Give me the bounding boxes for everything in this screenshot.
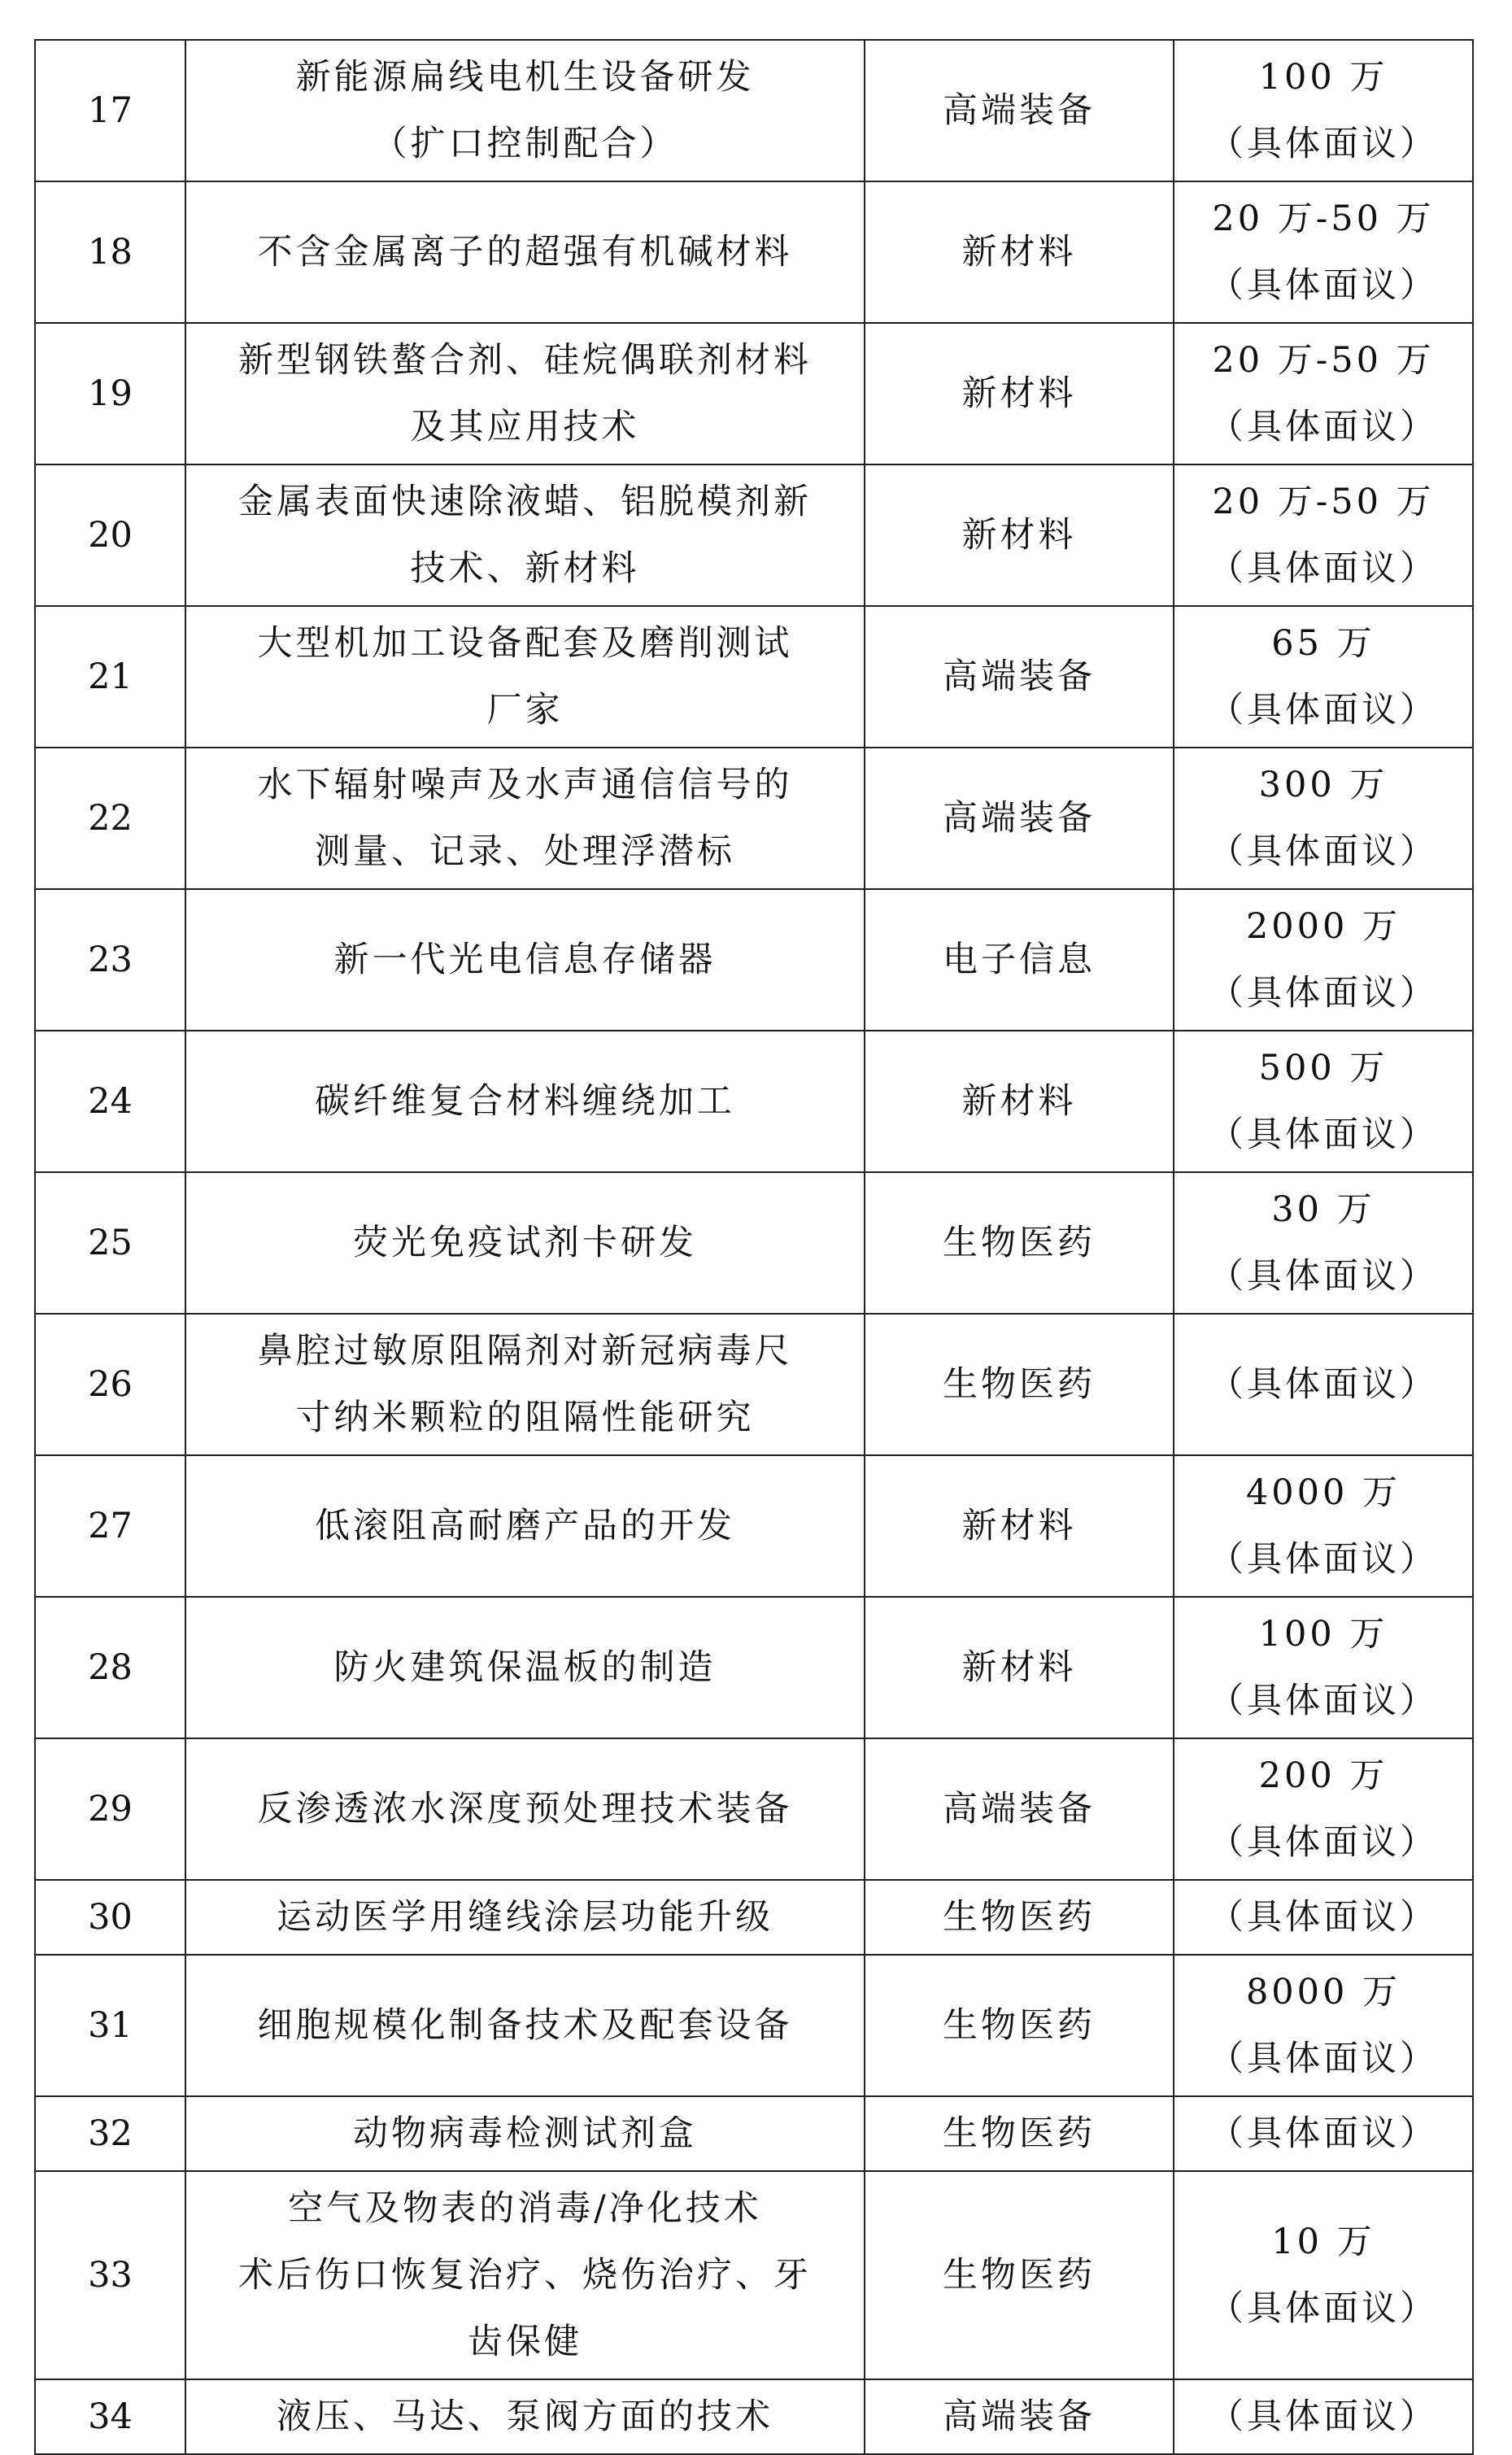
funding-note: （具体面议）: [1209, 1822, 1438, 1863]
row-number: 18: [88, 232, 133, 273]
funding-note: （具体面议）: [1209, 124, 1438, 164]
field-cell: [865, 1172, 1174, 1314]
row-number-cell: [35, 1455, 185, 1597]
row-number-cell: [35, 2096, 185, 2171]
table-row: [35, 2171, 1473, 2379]
funding-note: （具体面议）: [1209, 2039, 1438, 2079]
field-label: 新材料: [961, 1081, 1077, 1122]
funding-amount: 10 万: [1271, 2222, 1375, 2262]
table-row: [35, 464, 1473, 606]
funding-note: （具体面议）: [1209, 1256, 1438, 1297]
row-number: 20: [88, 515, 133, 556]
row-number-cell: [35, 889, 185, 1031]
project-name: 空气及物表的消毒/净化技术 术后伤口恢复治疗、烧伤治疗、牙 齿保健: [238, 2188, 812, 2362]
table-row: [35, 40, 1473, 181]
project-table: [34, 39, 1474, 2455]
project-name: 低滚阻高耐磨产品的开发: [315, 1506, 735, 1546]
row-number: 26: [88, 1364, 133, 1405]
field-label: 生物医药: [943, 1223, 1096, 1263]
field-label: 新材料: [961, 515, 1077, 556]
row-number: 23: [88, 940, 133, 980]
field-label: 新材料: [961, 1506, 1077, 1546]
project-name-cell: [185, 1955, 865, 2096]
funding-amount: 20 万-50 万: [1212, 482, 1435, 522]
funding-cell: [1174, 1172, 1473, 1314]
row-number: 22: [88, 798, 133, 839]
funding-note: （具体面议）: [1209, 548, 1438, 589]
funding-cell: [1174, 181, 1473, 323]
field-cell: [865, 2171, 1174, 2379]
project-name-cell: [185, 2379, 865, 2454]
row-number-cell: [35, 1314, 185, 1455]
funding-note: （具体面议）: [1209, 1681, 1438, 1721]
funding-amount: 20 万-50 万: [1212, 340, 1435, 381]
row-number-cell: [35, 1597, 185, 1738]
row-number-cell: [35, 1031, 185, 1172]
row-number: 32: [88, 2113, 133, 2154]
field-cell: [865, 606, 1174, 748]
field-label: 生物医药: [943, 1897, 1096, 1938]
field-label: 高端装备: [943, 90, 1096, 131]
table-row: [35, 1955, 1473, 2096]
funding-amount: 300 万: [1258, 765, 1388, 805]
funding-note: （具体面议）: [1209, 2288, 1438, 2329]
funding-note: （具体面议）: [1209, 2396, 1438, 2437]
row-number: 30: [88, 1897, 133, 1938]
row-number-cell: [35, 606, 185, 748]
funding-cell: [1174, 2096, 1473, 2171]
funding-note: （具体面议）: [1209, 1897, 1438, 1938]
field-cell: [865, 40, 1174, 181]
funding-amount: 8000 万: [1245, 1972, 1401, 2012]
funding-note: （具体面议）: [1209, 1114, 1438, 1155]
project-name-cell: [185, 1314, 865, 1455]
table-row: [35, 889, 1473, 1031]
project-name-cell: [185, 1880, 865, 1955]
field-cell: [865, 1955, 1174, 2096]
row-number-cell: [35, 1880, 185, 1955]
row-number: 33: [88, 2255, 133, 2296]
funding-note: （具体面议）: [1209, 973, 1438, 1014]
project-name: 运动医学用缝线涂层功能升级: [277, 1897, 773, 1938]
project-name: 防火建筑保温板的制造: [333, 1647, 717, 1688]
funding-amount: 2000 万: [1245, 906, 1401, 947]
field-label: 高端装备: [943, 1789, 1096, 1829]
project-name-cell: [185, 2171, 865, 2379]
row-number-cell: [35, 181, 185, 323]
funding-cell: [1174, 748, 1473, 889]
funding-note: （具体面议）: [1209, 690, 1438, 730]
row-number: 21: [88, 656, 133, 697]
table-row: [35, 1031, 1473, 1172]
project-name-cell: [185, 1031, 865, 1172]
funding-cell: [1174, 2379, 1473, 2454]
row-number-cell: [35, 748, 185, 889]
project-name: 大型机加工设备配套及磨削测试 厂家: [257, 623, 793, 730]
funding-cell: [1174, 1880, 1473, 1955]
project-name-cell: [185, 606, 865, 748]
project-name-cell: [185, 1597, 865, 1738]
project-name-cell: [185, 181, 865, 323]
funding-note: （具体面议）: [1209, 831, 1438, 872]
funding-amount: 100 万: [1258, 57, 1388, 98]
project-name-cell: [185, 323, 865, 464]
funding-amount: 500 万: [1258, 1048, 1388, 1088]
funding-note: （具体面议）: [1209, 1539, 1438, 1580]
row-number: 28: [88, 1647, 133, 1688]
project-name: 反渗透浓水深度预处理技术装备: [257, 1789, 793, 1829]
field-cell: [865, 2096, 1174, 2171]
project-name: 金属表面快速除液蜡、铝脱模剂新 技术、新材料: [238, 482, 812, 589]
row-number-cell: [35, 464, 185, 606]
funding-amount: 65 万: [1271, 623, 1375, 664]
table-row: [35, 1880, 1473, 1955]
field-label: 新材料: [961, 373, 1077, 414]
field-cell: [865, 181, 1174, 323]
table-row: [35, 748, 1473, 889]
project-name: 细胞规模化制备技术及配套设备: [257, 2005, 793, 2046]
table-row: [35, 606, 1473, 748]
row-number-cell: [35, 323, 185, 464]
project-name-cell: [185, 40, 865, 181]
project-name-cell: [185, 1738, 865, 1880]
project-name-cell: [185, 1455, 865, 1597]
project-name: 水下辐射噪声及水声通信信号的 测量、记录、处理浮潜标: [257, 765, 793, 872]
funding-cell: [1174, 40, 1473, 181]
funding-cell: [1174, 464, 1473, 606]
field-label: 生物医药: [943, 2255, 1096, 2296]
funding-cell: [1174, 1314, 1473, 1455]
project-name-cell: [185, 748, 865, 889]
funding-cell: [1174, 1738, 1473, 1880]
row-number-cell: [35, 1738, 185, 1880]
funding-cell: [1174, 323, 1473, 464]
funding-amount: 4000 万: [1245, 1472, 1401, 1513]
project-name: 新型钢铁螯合剂、硅烷偶联剂材料 及其应用技术: [238, 340, 812, 447]
funding-cell: [1174, 1597, 1473, 1738]
table-row: [35, 1455, 1473, 1597]
row-number: 34: [88, 2396, 133, 2437]
row-number: 31: [88, 2005, 133, 2046]
field-cell: [865, 1031, 1174, 1172]
funding-cell: [1174, 1031, 1473, 1172]
field-label: 生物医药: [943, 2113, 1096, 2154]
field-cell: [865, 464, 1174, 606]
field-label: 电子信息: [943, 940, 1096, 980]
field-label: 新材料: [961, 1647, 1077, 1688]
table-row: [35, 1597, 1473, 1738]
funding-cell: [1174, 889, 1473, 1031]
row-number: 27: [88, 1506, 133, 1546]
table-body: [35, 40, 1473, 2454]
field-cell: [865, 1597, 1174, 1738]
field-label: 高端装备: [943, 656, 1096, 697]
field-cell: [865, 323, 1174, 464]
table-row: [35, 181, 1473, 323]
project-name: 荧光免疫试剂卡研发: [353, 1223, 697, 1263]
project-name-cell: [185, 889, 865, 1031]
project-name: 碳纤维复合材料缠绕加工: [315, 1081, 735, 1122]
row-number: 25: [88, 1223, 133, 1263]
funding-cell: [1174, 2171, 1473, 2379]
funding-amount: 30 万: [1271, 1189, 1375, 1230]
funding-amount: 200 万: [1258, 1755, 1388, 1796]
table-row: [35, 323, 1473, 464]
project-name-cell: [185, 1172, 865, 1314]
project-name: 新能源扁线电机生设备研发 （扩口控制配合）: [295, 57, 755, 164]
field-cell: [865, 1455, 1174, 1597]
field-label: 生物医药: [943, 2005, 1096, 2046]
row-number-cell: [35, 2379, 185, 2454]
field-label: 高端装备: [943, 798, 1096, 839]
funding-note: （具体面议）: [1209, 407, 1438, 447]
table-row: [35, 2096, 1473, 2171]
table-row: [35, 1172, 1473, 1314]
project-name-cell: [185, 464, 865, 606]
table-row: [35, 1738, 1473, 1880]
row-number: 17: [88, 90, 133, 131]
field-cell: [865, 1738, 1174, 1880]
row-number-cell: [35, 1172, 185, 1314]
field-cell: [865, 1314, 1174, 1455]
field-cell: [865, 889, 1174, 1031]
row-number-cell: [35, 2171, 185, 2379]
project-name: 鼻腔过敏原阻隔剂对新冠病毒尺 寸纳米颗粒的阻隔性能研究: [257, 1331, 793, 1438]
table-row: [35, 1314, 1473, 1455]
funding-note: （具体面议）: [1209, 1364, 1438, 1405]
field-cell: [865, 748, 1174, 889]
project-name-cell: [185, 2096, 865, 2171]
row-number: 24: [88, 1081, 133, 1122]
project-name: 不含金属离子的超强有机碱材料: [257, 232, 793, 273]
row-number: 19: [88, 373, 133, 414]
project-name: 新一代光电信息存储器: [333, 940, 717, 980]
funding-amount: 20 万-50 万: [1212, 198, 1435, 239]
field-label: 高端装备: [943, 2396, 1096, 2437]
field-cell: [865, 2379, 1174, 2454]
funding-cell: [1174, 1455, 1473, 1597]
project-name: 液压、马达、泵阀方面的技术: [277, 2396, 773, 2437]
project-name: 动物病毒检测试剂盒: [353, 2113, 697, 2154]
funding-note: （具体面议）: [1209, 265, 1438, 306]
field-cell: [865, 1880, 1174, 1955]
table-row: [35, 2379, 1473, 2454]
funding-cell: [1174, 606, 1473, 748]
funding-cell: [1174, 1955, 1473, 2096]
field-label: 新材料: [961, 232, 1077, 273]
funding-amount: 100 万: [1258, 1614, 1388, 1655]
row-number-cell: [35, 40, 185, 181]
field-label: 生物医药: [943, 1364, 1096, 1405]
funding-note: （具体面议）: [1209, 2113, 1438, 2154]
row-number-cell: [35, 1955, 185, 2096]
row-number: 29: [88, 1789, 133, 1829]
